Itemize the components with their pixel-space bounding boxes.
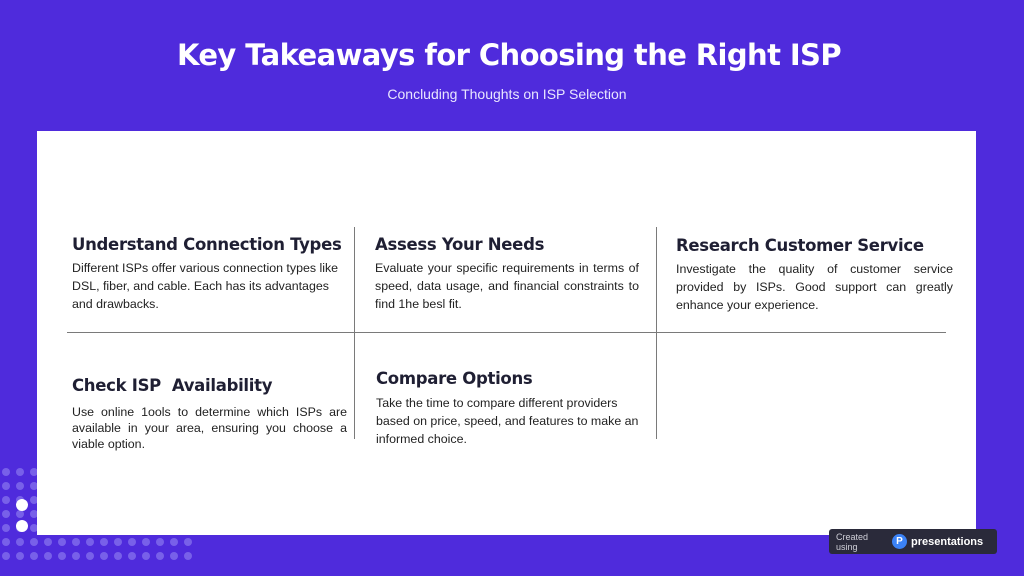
takeaway-compare-options [376,369,640,448]
takeaway-understand-connection-types [72,235,348,313]
takeaway-body: Different ISPs offer various connection types like DSL, fiber, and cable. Each has its advantages and drawbacks. [72,261,339,311]
created-using-label: Created using [836,531,869,552]
takeaway-assess-your-needs [375,235,639,313]
takeaway-body: Investigate the quality of customer service provided by ISPs. Good support can greatly enhance your experience. [676,262,953,312]
takeaway-research-customer-service [676,236,953,314]
takeaway-body: Use online 1ools to determine which ISPs are available in your area, ensuring you choose a viable option. [72,405,347,451]
takeaway-heading: Research Customer Service [676,236,924,255]
takeaways-card [37,131,976,535]
slide-subtitle: Concluding Thoughts on ISP Selection [387,86,627,102]
takeaway-check-isp-availability [72,376,347,452]
takeaway-body: Take the time to compare different providers based on price, speed, and features to make an informed choice. [376,396,639,446]
slide-title: Key Takeaways for Choosing the Right ISP [177,38,841,72]
column-divider [354,227,355,439]
presentations-brand-label: presentations [911,535,984,548]
created-using-badge[interactable] [829,529,997,554]
takeaway-heading: Assess Your Needs [375,235,545,254]
takeaway-heading: Compare Options [376,369,533,388]
takeaway-heading: Check ISP Availability [72,376,273,395]
row-divider [67,332,946,333]
takeaway-heading: Understand Connection Types [72,235,342,254]
presentations-logo-icon: P [892,534,907,549]
takeaway-body: Evaluate your specific requirements in terms of speed, data usage, and financial constraints to find 1he besl fit. [375,261,639,311]
column-divider [656,227,657,439]
